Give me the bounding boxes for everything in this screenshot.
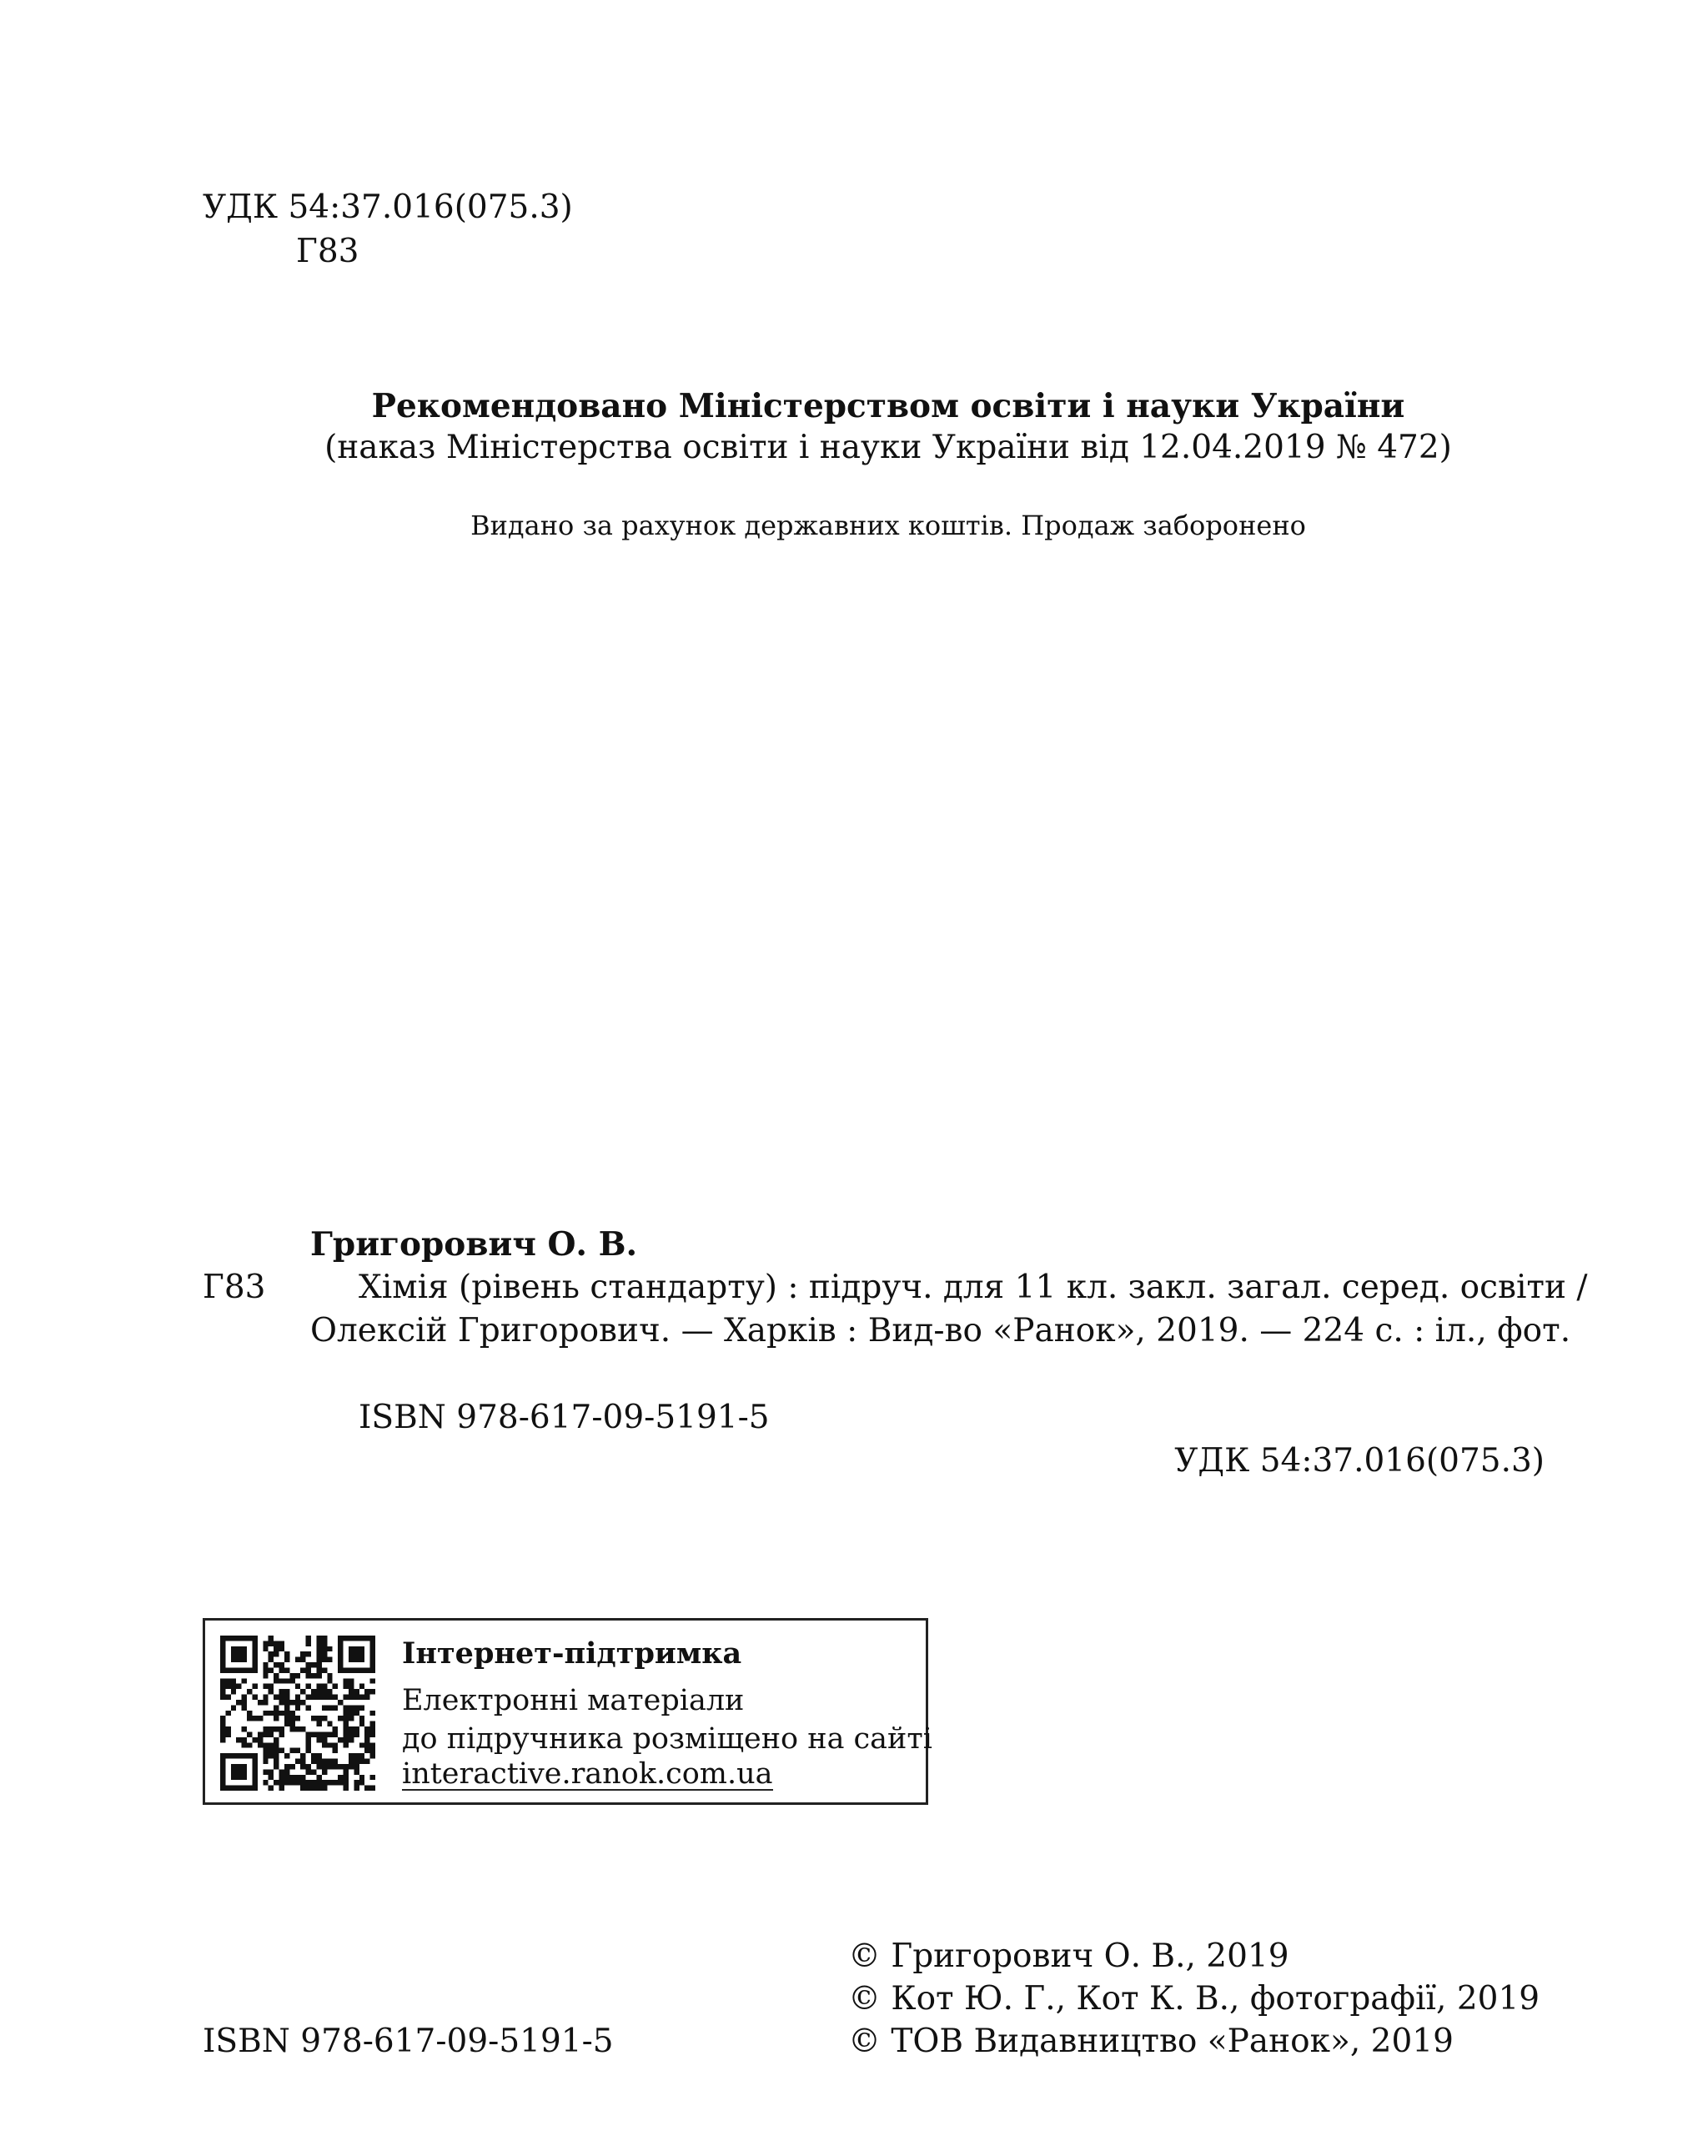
support-text-line1: Електронні матеріали [402,1684,745,1717]
catalog-description-line2: Олексій Григорович. — Харків : Вид-во «Ранок», 2019. — 224 с. : іл., фот. [310,1312,1571,1349]
recommendation-order: (наказ Міністерства освіти і науки України від 12.04.2019 № 472) [324,429,1452,466]
support-text-line2: до підручника розміщено на сайті [402,1722,932,1756]
author-code: Г83 [296,233,359,270]
funding-note: Видано за рахунок державних коштів. Продаж заборонено [470,510,1306,541]
footer-isbn: ISBN 978-617-09-5191-5 [203,2023,614,2060]
qr-code-icon[interactable] [220,1636,375,1791]
copyright-line: © ТОВ Видавництво «Ранок», 2019 [848,2023,1454,2060]
udc-code: УДК 54:37.016(075.3) [203,188,573,226]
recommendation-title: Рекомендовано Міністерством освіти і науки України [371,387,1405,425]
catalog-udc: УДК 54:37.016(075.3) [1174,1442,1545,1480]
catalog-description-line1: Хімія (рівень стандарту) : підруч. для 11 кл. закл. загал. серед. освіти / [359,1269,1588,1306]
support-website-link[interactable]: interactive.ranok.com.ua [402,1757,773,1791]
catalog-isbn: ISBN 978-617-09-5191-5 [359,1399,770,1436]
internet-support-box [203,1618,932,1805]
copyright-line: © Кот Ю. Г., Кот К. В., фотографії, 2019 [848,1980,1540,2018]
catalog-author-code: Г83 [203,1269,266,1306]
support-title: Інтернет-підтримка [402,1636,742,1671]
catalog-author: Григорович О. В. [310,1225,638,1264]
copyright-line: © Григорович О. В., 2019 [848,1937,1289,1975]
